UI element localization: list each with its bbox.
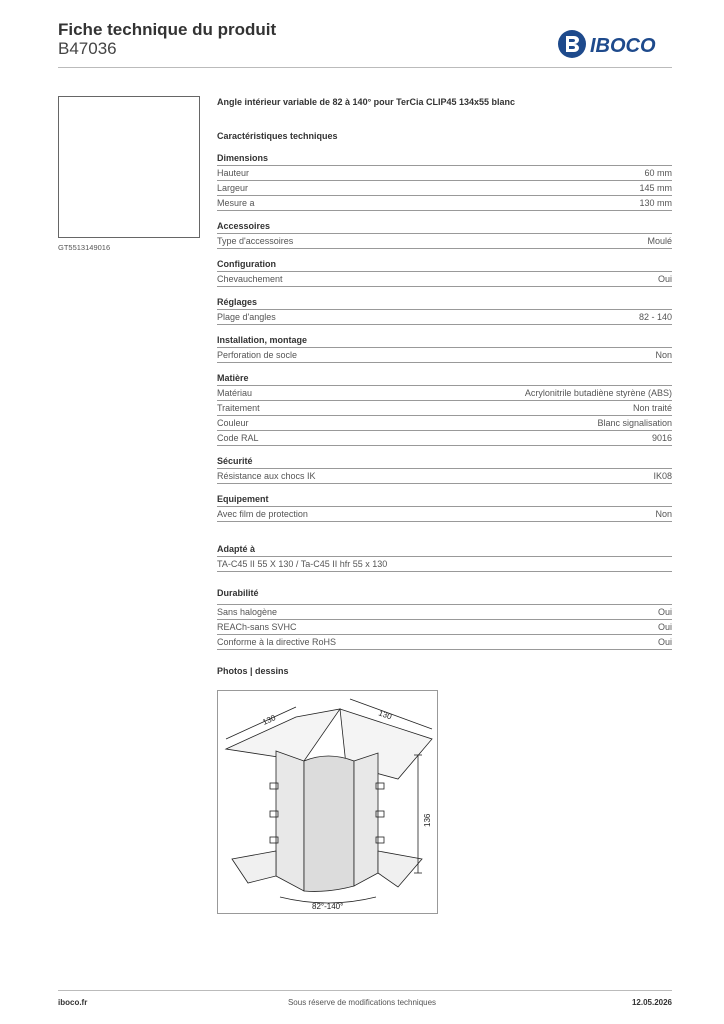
footer-website-link[interactable]: iboco.fr — [58, 998, 88, 1007]
section-title: Matière — [217, 371, 672, 386]
spec-row — [217, 431, 672, 446]
spec-row — [217, 310, 672, 325]
spec-label: Traitement — [217, 403, 260, 413]
spec-label: Hauteur — [217, 168, 250, 178]
spec-label: Avec film de protection — [217, 509, 308, 519]
header-title: Fiche technique du produit — [58, 20, 277, 39]
section-title: Adapté à — [217, 542, 672, 557]
spec-value: Non — [655, 350, 672, 360]
svg-text:IBOCO: IBOCO — [590, 35, 656, 57]
spec-row — [217, 166, 672, 181]
spec-label: Perforation de socle — [217, 350, 298, 360]
section-title: Sécurité — [217, 454, 672, 469]
spec-row — [217, 635, 672, 650]
spec-row — [217, 386, 672, 401]
spec-label: Largeur — [217, 183, 249, 193]
spec-row — [217, 234, 672, 249]
spec-label: REACh-sans SVHC — [217, 622, 297, 632]
spec-section — [217, 454, 672, 484]
spec-value: 60 mm — [644, 168, 672, 178]
spec-value: Oui — [657, 274, 672, 284]
technical-drawing — [217, 690, 438, 914]
spec-row — [217, 181, 672, 196]
section-title: Réglages — [217, 295, 672, 310]
spec-value: Oui — [657, 607, 672, 617]
spec-label: TA-C45 II 55 X 130 / Ta-C45 II hfr 55 x 130 — [217, 559, 388, 569]
section-title: Durabilité — [217, 588, 259, 598]
spec-label: Type d'accessoires — [217, 236, 294, 246]
header-divider — [58, 67, 672, 68]
section-title: Dimensions — [217, 151, 672, 166]
spec-value: Oui — [657, 637, 672, 647]
section-adapte — [217, 542, 672, 572]
corner-drawing-svg — [218, 691, 437, 913]
spec-label: Chevauchement — [217, 274, 283, 284]
section-title: Equipement — [217, 492, 672, 507]
spec-row — [217, 416, 672, 431]
spec-section — [217, 295, 672, 325]
spec-row — [217, 507, 672, 522]
spec-row — [217, 557, 672, 572]
spec-row — [217, 620, 672, 635]
spec-section — [217, 219, 672, 249]
spec-value: 82 - 140 — [638, 312, 672, 322]
spec-value: Moulé — [647, 236, 672, 246]
photos-title: Photos | dessins — [217, 666, 289, 676]
photo-caption: GT5513149016 — [58, 243, 111, 252]
spec-value: Non — [655, 509, 672, 519]
spec-value: 145 mm — [639, 183, 672, 193]
spec-label: Plage d'angles — [217, 312, 276, 322]
spec-label: Matériau — [217, 388, 253, 398]
spec-section — [217, 371, 672, 446]
spec-value: Acrylonitrile butadiène styrène (ABS) — [524, 388, 672, 398]
spec-label: Code RAL — [217, 433, 259, 443]
dim-left-label: 130 — [261, 713, 278, 727]
spec-section — [217, 257, 672, 287]
dim-angle-label: 82°-140° — [312, 902, 344, 911]
spec-label: Couleur — [217, 418, 249, 428]
product-photo — [58, 96, 200, 238]
spec-label: Conforme à la directive RoHS — [217, 637, 337, 647]
section-title: Installation, montage — [217, 333, 672, 348]
spec-section — [217, 492, 672, 522]
spec-row — [217, 348, 672, 363]
spec-section — [217, 333, 672, 363]
spec-label: Résistance aux chocs IK — [217, 471, 316, 481]
section-title: Configuration — [217, 257, 672, 272]
footer-disclaimer: Sous réserve de modifications techniques — [287, 998, 437, 1007]
section-durabilite — [217, 586, 672, 650]
spec-row — [217, 272, 672, 287]
spec-sections — [217, 151, 672, 522]
spec-value: IK08 — [653, 471, 672, 481]
spec-section — [217, 151, 672, 211]
section-title: Accessoires — [217, 219, 672, 234]
spec-value: 130 mm — [639, 198, 672, 208]
spec-label: Sans halogène — [217, 607, 278, 617]
footer-divider — [58, 990, 672, 991]
spec-row — [217, 401, 672, 416]
spec-value: 9016 — [651, 433, 672, 443]
spec-row — [217, 605, 672, 620]
spec-content — [217, 95, 672, 678]
product-code: B47036 — [58, 39, 117, 58]
product-title: Angle intérieur variable de 82 à 140° pour TerCia CLIP45 134x55 blanc — [217, 97, 516, 107]
footer-date: 12.05.2026 — [631, 998, 672, 1007]
iboco-logo — [556, 27, 674, 61]
spec-value: Non traité — [632, 403, 672, 413]
spec-row — [217, 196, 672, 211]
dim-right-label: 130 — [377, 708, 393, 722]
spec-value: Blanc signalisation — [597, 418, 672, 428]
spec-row — [217, 469, 672, 484]
dim-height-label: 136 — [423, 813, 432, 827]
spec-value: Oui — [657, 622, 672, 632]
spec-label: Mesure a — [217, 198, 255, 208]
tech-title: Caractéristiques techniques — [217, 131, 338, 141]
